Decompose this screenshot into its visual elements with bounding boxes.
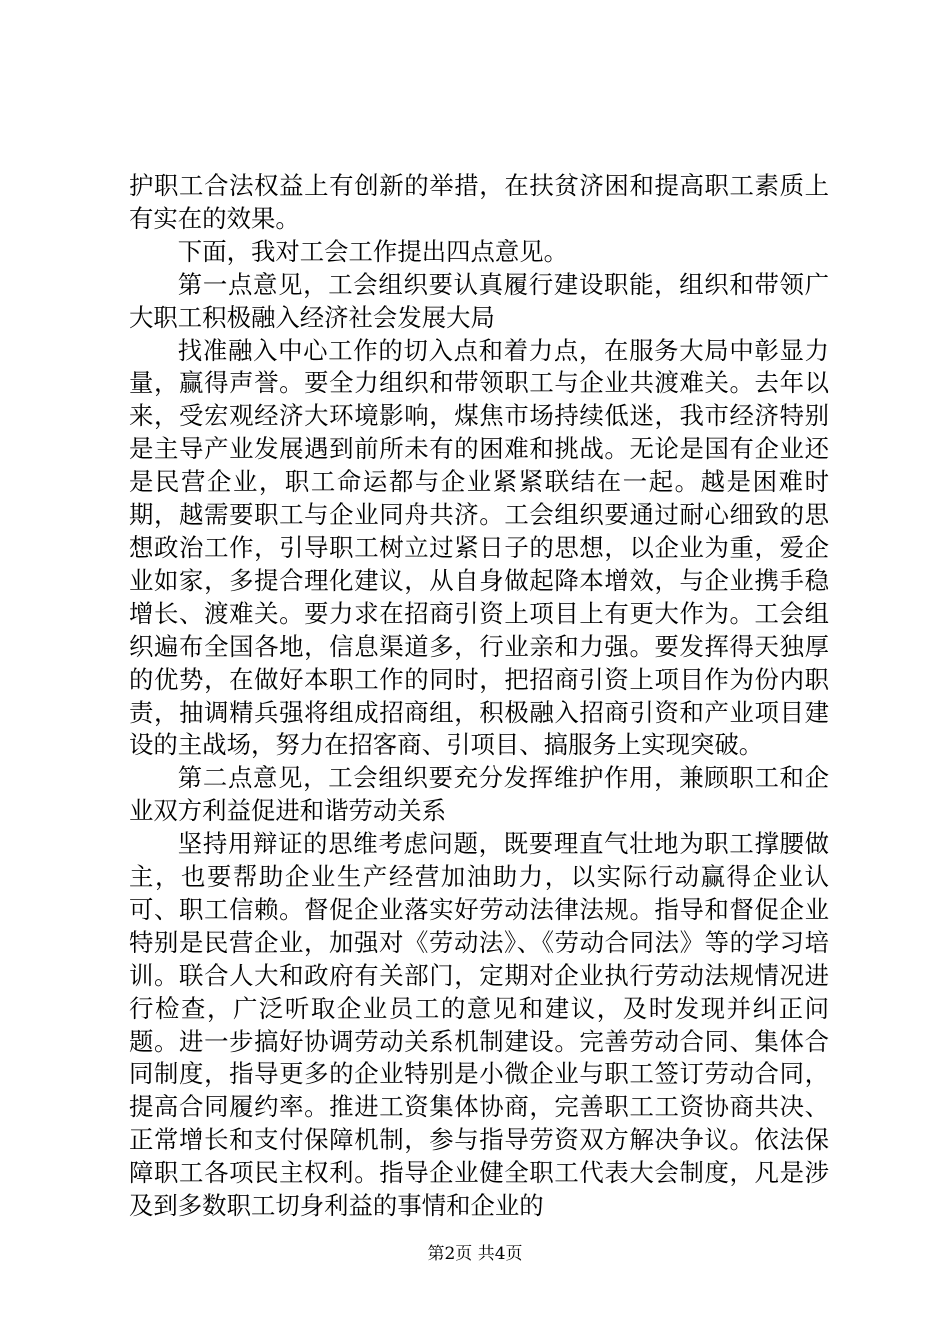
paragraph: 坚持用辩证的思维考虑问题，既要理直气壮地为职工撑腰做主，也要帮助企业生产经营加油助力，以实际行动赢得企业认可、职工信赖。督促企业落实好劳动法律法规。指导和督促企业特别是民营企业，加强对《劳动法》、《劳动合同法》等的学习培训。联合人大和政府有关部门，定期对企业执行劳动法规情况进行检查，广泛听取企业员工的意见和建议，及时发现并纠正问题。进一步搞好协调劳动关系机制建设。完善劳动合同、集体合同制度，指导更多的企业特别是小微企业与职工签订劳动合同，提高合同履约率。推进工资集体协商，完善职工工资协商共决、正常增长和支付保障机制，参与指导劳资双方解决争议。依法保障职工各项民主权利。指导企业健全职工代表大会制度，凡是涉及到多数职工切身利益的事情和企业的	[129, 829, 829, 1221]
paragraph: 找准融入中心工作的切入点和着力点，在服务大局中彰显力量，赢得声誉。要全力组织和带领职工与企业共渡难关。去年以来，受宏观经济大环境影响，煤焦市场持续低迷，我市经济特别是主导产业发展遇到前所未有的困难和挑战。无论是国有企业还是民营企业，职工命运都与企业紧紧联结在一起。越是困难时期，越需要职工与企业同舟共济。工会组织要通过耐心细致的思想政治工作，引导职工树立过紧日子的思想，以企业为重，爱企业如家，多提合理化建议，从自身做起降本增效，与企业携手稳增长、渡难关。要力求在招商引资上项目上有更大作为。工会组织遍布全国各地，信息渠道多，行业亲和力强。要发挥得天独厚的优势，在做好本职工作的同时，把招商引资上项目作为份内职责，抽调精兵强将组成招商组，积极融入招商引资和产业项目建设的主战场，努力在招客商、引项目、搞服务上实现突破。	[129, 335, 829, 760]
page-footer	[0, 1243, 950, 1265]
page-number: 第2页 共4页	[427, 1244, 523, 1264]
section-heading: 第二点意见，工会组织要充分发挥维护作用，兼顾职工和企业双方利益促进和谐劳动关系	[129, 763, 829, 826]
paragraph: 下面，我对工会工作提出四点意见。	[177, 236, 569, 266]
paragraph: 护职工合法权益上有创新的举措，在扶贫济困和提高职工素质上有实在的效果。	[129, 171, 829, 233]
document-body	[129, 170, 829, 1223]
section-heading: 第一点意见，工会组织要认真履行建设职能，组织和带领广大职工积极融入经济社会发展大局	[129, 269, 829, 332]
